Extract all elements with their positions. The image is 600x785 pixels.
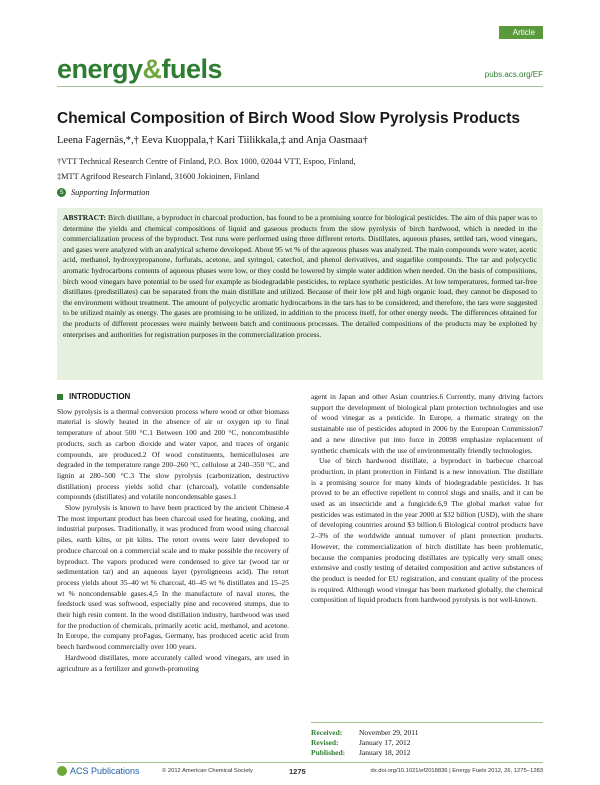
- paragraph: agent in Japan and other Asian countries.6 Currently, many driving factors support the development of biological plant protection technologies and use of wood vinegar as a pesticide. In Europe, a thematic strategy on the sustainable use of pesticides adopted in 2006 by the European Commission7 and a new directive put into force in 20098 emphasize replacement of synthetic chemicals with the use of environmentally friendly technologies.: [311, 392, 543, 455]
- acs-logo-icon: [57, 766, 67, 776]
- page-footer: [57, 766, 543, 780]
- date-revised: Revised: January 17, 2012: [311, 738, 411, 747]
- section-square-icon: [57, 394, 63, 400]
- footer-divider: [57, 762, 543, 763]
- introduction-heading: INTRODUCTION: [57, 392, 289, 403]
- author-list: Leena Fagernäs,*,† Eeva Kuoppala,† Kari Tiilikkala,‡ and Anja Oasmaa†: [57, 135, 368, 146]
- paragraph: Slow pyrolysis is a thermal conversion process where wood or other biomass material is slowly heated in the absence of air or oxygen up to final temperature of about 500 °C.1 Between 100 and 200 °C, noncombustible products, such as carbon dioxide and water vapor, and traces of organic compounds, are produced.2 Of wood constituents, hemicelluloses are degraded in the temperature range 200–260 °C, cellulose at 240–350 °C, and lignin at 280–500 °C.3 The slow pyrolysis (carbonization, destructive distillation) process yields solid char (charcoal), volatile condensable compounds (distillates) and volatile noncondensable gases.1: [57, 406, 289, 502]
- affiliation-1: †VTT Technical Research Centre of Finland, P.O. Box 1000, 02044 VTT, Espoo, Finland,: [57, 157, 356, 166]
- article-title: Chemical Composition of Birch Wood Slow Pyrolysis Products: [57, 110, 521, 127]
- abstract-box: [57, 208, 543, 380]
- journal-site-link[interactable]: pubs.acs.org/EF: [484, 70, 543, 79]
- affiliation-2: ‡MTT Agrifood Research Finland, 31600 Jokioinen, Finland: [57, 172, 260, 181]
- copyright: © 2012 American Chemical Society: [162, 768, 253, 774]
- date-published: Published: January 18, 2012: [311, 748, 411, 757]
- abstract-text: Birch distillate, a byproduct in charcoal production, has found to be a promising source for biological pesticides. The aim of this paper was to determine the yields and chemical compositions of liquid and gaseous products from the slow pyrolysis of birch hardwood, which is needed in the commercialization process of the byproduct. Test runs were performed using three different retorts. Distillates, aqueous phases, settled tars, wood vinegars, and gases were analyzed with an analytical scheme developed. About 95 wt % of the aqueous phases was analyzed. The main compounds were water, acetic acid, methanol, hydroxypropanone, furfurals, acetone, and syringol, catechol, and phenol derivatives, and sugarlike compounds. The tar and polycyclic aromatic hydrocarbons contents of aqueous phases were low, or they could be lowered by simple water addition when needed. On the basis of compositions, birch wood vinegars have potential to be used for example as biodegradable pesticides, to replace synthetic pesticides. At low temperatures, formed tar-free distillates (predistillates) can be separated from the main distillate and utilized. Because of their low pH and high organic load, they cannot be disposed to the environment without treatment. The amount of polycyclic aromatic hydrocarbons in the tars has to be considered, and therefore, the tars were suggested to be utilized mainly as energy. The gases are promising to be utilized, in addition to the process itself, for other energy needs. The differences obtained for the products of different processes were mainly between batch and continuous processes. The detailed compositions of the products may be exploited by enterprises and authorities for registration purposes in the commercialization process.: [63, 213, 537, 339]
- journal-logo: energy&fuels: [57, 54, 223, 84]
- publication-dates: [311, 722, 543, 758]
- date-received: Received: November 29, 2011: [311, 728, 419, 737]
- acs-publications-logo: ACS Publications: [57, 766, 140, 776]
- paragraph: Slow pyrolysis is known to have been practiced by the ancient Chinese.4 The most important product has been charcoal used for heating, cooking, and industrial purposes. Traditionally, it was produced from wood using charcoal piles, earth kilns, or pit kilns. The retort ovens were later developed to produce charcoal on a commercial scale and to make possible the recovery of byproduct. The vapors produced were condensed to give tar (wood tar or sedimentation tar) and an aqueous layer (pyroligneous acid). The retort process yields about 35–40 wt % charcoal, 40–45 wt % distillates and 15–25 wt % noncondensable gases.4,5 In the manufacture of naval stores, the feedstock used was softwood, especially pine and recovered stumps, due to their high resin content. In the wood distillation industry, hardwood was used for the production of chemicals, primarily acetic acid, methanol, and acetone. In Europe, the company proFagus, Germany, has produced acetic acid from beech hardwood commercially over 100 years.: [57, 503, 289, 652]
- left-column: [57, 392, 289, 674]
- header-divider: [57, 86, 543, 87]
- page-number: 1275: [289, 767, 306, 776]
- supporting-info-icon: S: [57, 188, 66, 197]
- abstract-label: ABSTRACT:: [63, 213, 107, 222]
- right-column: [311, 392, 543, 606]
- affiliations: [57, 154, 356, 184]
- supporting-info-link[interactable]: S Supporting Information: [57, 188, 150, 197]
- article-badge: Article: [499, 26, 543, 39]
- journal-header: [57, 26, 543, 86]
- paragraph: Hardwood distillates, more accurately called wood vinegars, are used in agriculture as a fertilizer and growth-promoting: [57, 652, 289, 673]
- doi-link[interactable]: dx.doi.org/10.1021/ef2018836 | Energy Fuels 2012, 26, 1275−1283: [370, 768, 543, 774]
- paragraph: Use of birch hardwood distillate, a byproduct in barbecue charcoal production, in plant protection in Finland is a new innovation. The distillate is a promising source for many kinds of biodegradable pesticides. It has proved to be an effective repellent to control slugs and snails, and it can be used as an insecticide and a fungicide.6,9 The global market value for pesticides was estimated in the year 2000 at $32 billion (USD), with the share of developing countries around $3 billion.6 Biological control products have 2–3% of the worldwide annual turnover of plant protection products. However, the commercialization of birch distillate has been problematic, because the companies producing distillates are typically very small ones; extensive and costly testing of detailed composition and active substances of the product is needed for EU registration, and constant quality of the process is required. Although wood vinegar has been marketed globally, the chemical composition of liquid products from hardwood pyrolysis is not well-known.: [311, 456, 543, 605]
